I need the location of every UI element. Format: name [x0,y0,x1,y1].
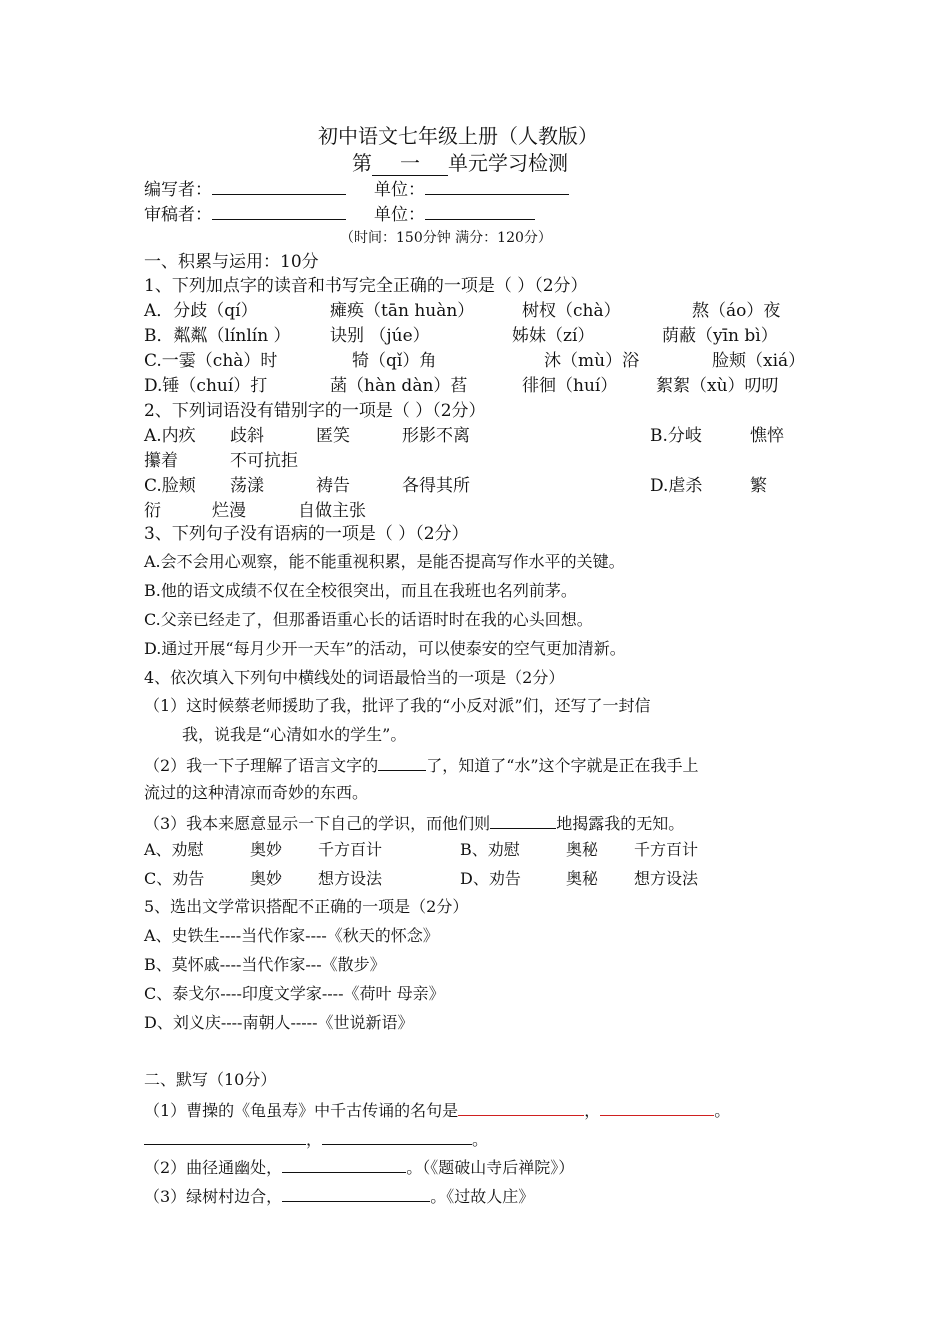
q2-a-4: 形影不离 [402,426,470,446]
q4-sentence-2a [144,752,699,778]
reviewer-label: 审稿者： [144,205,212,225]
q2-d-3: 衍 [144,501,161,521]
q4-sentence-3 [144,810,684,836]
q4-b-3: 千方百计 [634,840,699,859]
q1-d-1: D.锤（chuí）打 [144,376,268,396]
s2-l1-comma: ， [584,1101,601,1120]
section2-heading: 二、默写（10分） [144,1070,277,1089]
q2-b-1: B.分岐 [650,426,702,446]
author-label: 编写者： [144,180,212,200]
q1-stem: 1、下列加点字的读音和书写完全正确的一项是（ ）（2分） [144,276,588,296]
q1-d-3: 徘徊（huí） [522,376,618,396]
q4-b-2: 奥秘 [566,840,599,859]
author-row [144,176,346,202]
s2-l1b-comma: ， [306,1130,323,1149]
q4-c-3: 想方设法 [318,869,383,888]
s2-l1-pre: （1）曹操的《龟虽寿》中千古传诵的名句是 [144,1101,459,1120]
author-unit-blank[interactable] [425,176,569,195]
q4-sentence-2b: 流过的这种清凉而奇妙的东西。 [144,783,369,802]
s2-l2-blank[interactable] [282,1154,406,1173]
q1-a-4: 熬（áo）夜 [692,301,781,321]
q2-c-4: 各得其所 [402,476,470,496]
q2-c-3: 祷告 [316,476,350,496]
q4-s3-blank[interactable] [490,810,556,829]
reviewer-blank[interactable] [212,201,346,220]
q4-a-1: A、劝慰 [144,840,204,859]
q4-sentence-1b: 我，说我是“心清如水的学生”。 [182,725,407,744]
q1-b-4: 荫蔽（yīn bì） [662,326,778,346]
s2-l1-blank-1[interactable] [458,1097,584,1116]
q5-option-c: C、泰戈尔----印度文学家----《荷叶 母亲》 [144,984,445,1003]
subtitle-prefix: 第 [352,151,372,175]
page-title: 初中语文七年级上册（人教版） [318,124,598,148]
q3-option-c: C.父亲已经走了，但那番语重心长的话语时时在我的心头回想。 [144,610,593,629]
s2-line-1b [144,1126,488,1152]
s2-l3-pre: （3）绿树村边合， [144,1187,283,1206]
q4-d-2: 奥秘 [566,869,599,888]
s2-l1b-blank-1[interactable] [144,1126,306,1145]
q2-a-3: 匿笑 [316,426,350,446]
q4-c-1: C、劝告 [144,869,205,888]
q4-a-3: 千方百计 [318,840,383,859]
reviewer-row [144,201,346,227]
q1-c-2: 犄（qǐ）角 [352,351,437,371]
q4-b-1: B、劝慰 [460,840,520,859]
s2-l1b-blank-2[interactable] [322,1126,472,1145]
q1-c-4: 脸颊（xiá） [712,351,806,371]
q5-option-a: A、史铁生----当代作家----《秋天的怀念》 [144,926,439,945]
q4-d-1: D、劝告 [460,869,521,888]
q1-b-3: 姊妹（zí） [512,326,595,346]
q5-stem: 5、选出文学常识搭配不正确的一项是（2分） [144,897,469,916]
author-blank[interactable] [212,176,346,195]
q4-s2-blank[interactable] [378,752,426,771]
q1-a-3: 树杈（chà） [522,301,621,321]
q2-stem: 2、下列词语没有错别字的一项是（ ）（2分） [144,401,486,421]
q2-c-1: C.脸颊 [144,476,196,496]
q2-d-5: 自做主张 [298,501,366,521]
reviewer-unit-blank[interactable] [425,201,535,220]
author-unit-row [374,176,569,202]
q2-d-1: D.虐杀 [650,476,703,496]
q4-a-2: 奥妙 [250,840,283,859]
q2-a-2: 歧斜 [230,426,264,446]
q2-b-2: 憔悴 [750,426,784,446]
q4-s2-post: 了，知道了“水”这个字就是正在我手上 [426,756,699,775]
reviewer-unit-row [374,201,535,227]
q2-c-2: 荡漾 [230,476,264,496]
q3-stem: 3、下列句子没有语病的一项是（ ）（2分） [144,524,469,544]
s2-l1-blank-2[interactable] [600,1097,714,1116]
q5-option-d: D、刘义庆----南朝人-----《世说新语》 [144,1013,414,1032]
q1-c-1: C.一霎（chà）时 [144,351,278,371]
unit-label-2: 单位： [374,205,425,225]
subtitle-suffix: 单元学习检测 [448,151,568,175]
s2-l2-pre: （2）曲径通幽处， [144,1158,283,1177]
s2-l1b-period: 。 [472,1130,489,1149]
q2-a-1: A.内疚 [144,426,196,446]
q2-d-4: 烂漫 [212,501,246,521]
q4-s3-pre: （3）我本来愿意显示一下自己的学识，而他们则 [144,814,491,833]
s2-line-1 [144,1097,730,1123]
q1-a-2: 瘫痪（tān huàn） [330,301,475,321]
q1-c-3: 沐（mù）浴 [544,351,640,371]
subtitle-number: 一 [372,151,448,176]
q4-sentence-1a: （1）这时候蔡老师援助了我，批评了我的“小反对派”们，还写了一封信 [144,696,651,715]
q4-d-3: 想方设法 [634,869,699,888]
unit-subtitle [352,151,568,175]
q1-d-2: 菡（hàn dàn）萏 [330,376,468,396]
q3-option-a: A.会不会用心观察，能不能重视积累，是能否提高写作水平的关键。 [144,552,625,571]
q1-a-1: A．分歧（qí） [144,301,258,321]
s2-line-3 [144,1183,534,1209]
q3-option-d: D.通过开展“每月少开一天车”的活动，可以使泰安的空气更加清新。 [144,639,626,658]
q3-option-b: B.他的语文成绩不仅在全校很突出，而且在我班也名列前茅。 [144,581,577,600]
s2-l1-period: 。 [714,1101,731,1120]
s2-line-2 [144,1154,574,1180]
s2-l3-blank[interactable] [282,1183,430,1202]
q2-b-4: 不可抗拒 [230,451,298,471]
q2-b-3: 攥着 [144,451,178,471]
section1-heading: 一、积累与运用：10分 [144,252,319,272]
q4-c-2: 奥妙 [250,869,283,888]
unit-label: 单位： [374,180,425,200]
q2-d-2: 繁 [750,476,767,496]
q4-s2-pre: （2）我一下子理解了语言文字的 [144,756,379,775]
s2-l2-post: 。（《题破山寺后禅院》） [406,1158,575,1177]
q5-option-b: B、莫怀戚----当代作家---《散步》 [144,955,386,974]
q4-stem: 4、依次填入下列句中横线处的词语最恰当的一项是（2分） [144,668,565,687]
q1-b-1: B．粼粼（línlín ） [144,326,291,346]
q4-s3-post: 地揭露我的无知。 [556,814,685,833]
time-info: （时间：150分钟 满分：120分） [340,230,552,246]
q1-d-4: 絮絮（xù）叨叨 [656,376,779,396]
q1-b-2: 诀别 （júe） [330,326,430,346]
s2-l3-post: 。《过故人庄》 [430,1187,535,1206]
